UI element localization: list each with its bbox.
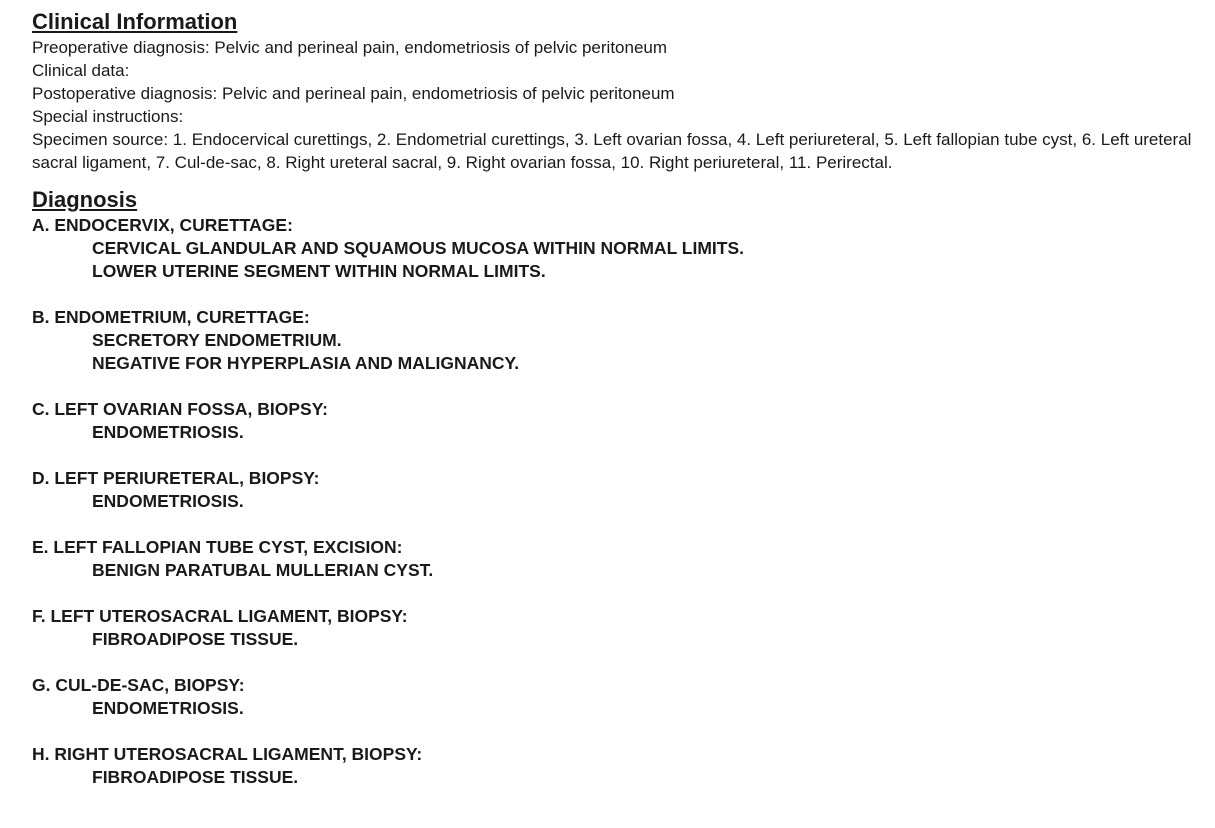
diagnosis-finding: LOWER UTERINE SEGMENT WITHIN NORMAL LIMITS. [92, 261, 546, 281]
diagnosis-label: E. LEFT FALLOPIAN TUBE CYST, EXCISION: [32, 537, 403, 557]
diagnosis-finding: ENDOMETRIOSIS. [92, 491, 244, 511]
diagnosis-item-g [32, 674, 1202, 720]
diagnosis-label: G. CUL-DE-SAC, BIOPSY: [32, 675, 245, 695]
preoperative-diagnosis: Preoperative diagnosis: Pelvic and perineal pain, endometriosis of pelvic peritoneum [32, 38, 668, 57]
diagnosis-list [32, 214, 1202, 789]
diagnosis-item-d [32, 467, 1202, 513]
diagnosis-finding: FIBROADIPOSE TISSUE. [92, 767, 299, 787]
diagnosis-label: A. ENDOCERVIX, CURETTAGE: [32, 215, 293, 235]
diagnosis-label: H. RIGHT UTEROSACRAL LIGAMENT, BIOPSY: [32, 744, 423, 764]
diagnosis-label: B. ENDOMETRIUM, CURETTAGE: [32, 307, 310, 327]
clinical-information-heading: Clinical Information [32, 9, 238, 34]
diagnosis-item-b [32, 306, 1202, 375]
diagnosis-finding: ENDOMETRIOSIS. [92, 422, 244, 442]
diagnosis-finding: ENDOMETRIOSIS. [92, 698, 244, 718]
diagnosis-item-e [32, 536, 1202, 582]
pathology-report [32, 8, 1202, 789]
diagnosis-finding: BENIGN PARATUBAL MULLERIAN CYST. [92, 560, 434, 580]
diagnosis-label: C. LEFT OVARIAN FOSSA, BIOPSY: [32, 399, 328, 419]
diagnosis-section [32, 186, 1202, 789]
specimen-source: Specimen source: 1. Endocervical curettings, 2. Endometrial curettings, 3. Left ovarian fossa, 4. Left periureteral, 5. Left fallopian tube cyst, 6. Left ureteral sacral ligament, 7. Cul-de-sac, 8. Right ureteral sacral, 9. Right ovarian fossa, 10. Right periureteral, 11. Perirectal. [32, 130, 1192, 172]
diagnosis-label: F. LEFT UTEROSACRAL LIGAMENT, BIOPSY: [32, 606, 408, 626]
clinical-information-body [32, 36, 1202, 174]
clinical-information-section [32, 8, 1202, 174]
diagnosis-finding: SECRETORY ENDOMETRIUM. [92, 330, 342, 350]
diagnosis-heading: Diagnosis [32, 187, 138, 212]
diagnosis-finding: FIBROADIPOSE TISSUE. [92, 629, 299, 649]
postoperative-diagnosis: Postoperative diagnosis: Pelvic and perineal pain, endometriosis of pelvic peritoneum [32, 84, 675, 103]
diagnosis-item-f [32, 605, 1202, 651]
clinical-data: Clinical data: [32, 61, 130, 80]
diagnosis-finding: NEGATIVE FOR HYPERPLASIA AND MALIGNANCY. [92, 353, 520, 373]
special-instructions: Special instructions: [32, 107, 184, 126]
diagnosis-label: D. LEFT PERIURETERAL, BIOPSY: [32, 468, 320, 488]
diagnosis-finding: CERVICAL GLANDULAR AND SQUAMOUS MUCOSA WITHIN NORMAL LIMITS. [92, 238, 745, 258]
diagnosis-item-h [32, 743, 1202, 789]
diagnosis-item-a [32, 214, 1202, 283]
diagnosis-item-c [32, 398, 1202, 444]
